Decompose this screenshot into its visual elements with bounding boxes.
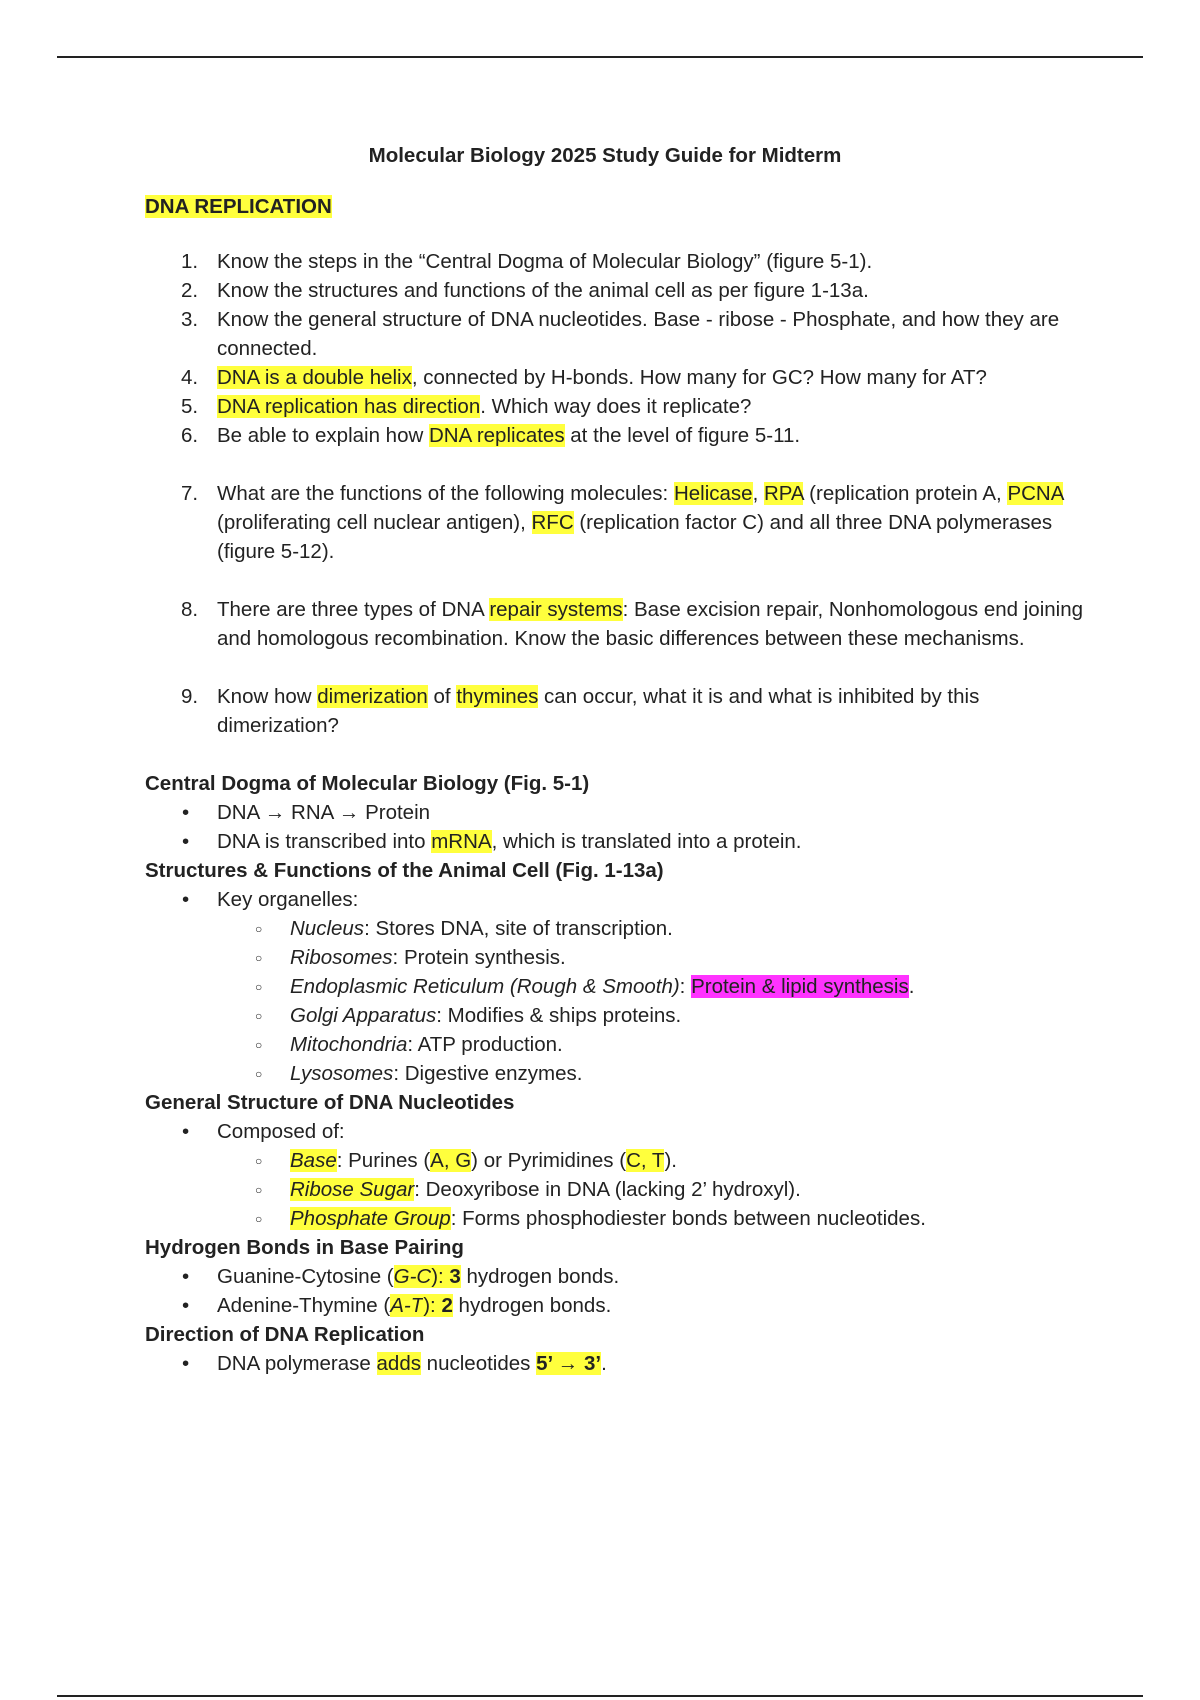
list-item — [145, 1117, 1105, 1146]
question-number: 4. — [181, 366, 199, 389]
text-run: : ATP production. — [407, 1033, 563, 1056]
question-item — [145, 479, 1105, 566]
top-rule — [57, 56, 1143, 58]
highlighted-text: ): — [431, 1265, 450, 1288]
text-run: can occur, what it is and what is inhibited by this dimerization? — [217, 685, 980, 737]
question-number: 6. — [181, 424, 199, 447]
text-run: Endoplasmic Reticulum (Rough & Smooth) — [290, 975, 680, 998]
highlighted-text: mRNA — [431, 830, 492, 853]
section-heading-label: DNA REPLICATION — [145, 195, 332, 218]
text-run: Mitochondria — [290, 1033, 408, 1056]
text-run: , connected by H-bonds. How many for GC? How many for AT? — [411, 366, 987, 389]
list-item — [145, 914, 1105, 943]
text-run: What are the functions of the following molecules: — [217, 482, 674, 505]
heading-nucleotides: General Structure of DNA Nucleotides — [145, 1091, 515, 1114]
text-run: : Forms phosphodiester bonds between nucleotides. — [450, 1207, 926, 1230]
highlighted-text: adds — [376, 1352, 421, 1375]
text-run: , which is translated into a protein. — [491, 830, 802, 853]
question-item — [145, 421, 1105, 450]
highlighted-text: DNA replication has direction — [217, 395, 481, 418]
text-run: : Digestive enzymes. — [393, 1062, 583, 1085]
highlighted-text: ): — [423, 1294, 442, 1317]
nucleotide-parts-list — [145, 1146, 1105, 1233]
text-run: Know how — [217, 685, 318, 708]
text-run: Nucleus — [290, 917, 365, 940]
list-item — [145, 972, 1105, 1001]
heading-central-dogma: Central Dogma of Molecular Biology (Fig. 5-1) — [145, 772, 590, 795]
text-run: Guanine-Cytosine ( — [217, 1265, 394, 1288]
text-run: . Which way does it replicate? — [480, 395, 752, 418]
list-item — [145, 827, 1105, 856]
text-run: : — [679, 975, 692, 998]
direction-list — [145, 1349, 1105, 1378]
highlighted-text: DNA is a double helix — [217, 366, 412, 389]
text-run: (replication protein A, — [803, 482, 1008, 505]
text-run: Golgi Apparatus — [290, 1004, 437, 1027]
highlighted-text: C, T — [626, 1149, 665, 1172]
list-item — [145, 1349, 1105, 1378]
text-run: : Stores DNA, site of transcription. — [364, 917, 673, 940]
highlighted-text: DNA replicates — [428, 424, 565, 447]
question-number: 2. — [181, 279, 199, 302]
text-run: Ribosomes — [290, 946, 393, 969]
organelle-list — [145, 914, 1105, 1088]
text-run: There are three types of DNA — [217, 598, 490, 621]
text-run: : Purines ( — [336, 1149, 431, 1172]
list-item — [145, 1175, 1105, 1204]
question-number: 7. — [181, 482, 199, 505]
text-run: of — [427, 685, 457, 708]
highlighted-text: Helicase — [673, 482, 753, 505]
nucleotides-list — [145, 1117, 1105, 1146]
section-heading — [145, 192, 1105, 221]
text-run: Know the structures and functions of the animal cell as per figure 1-13a. — [217, 279, 869, 302]
highlighted-text: A, G — [430, 1149, 472, 1172]
question-list — [145, 247, 1105, 740]
text-run: Be able to explain how — [217, 424, 429, 447]
list-item — [145, 1146, 1105, 1175]
list-item — [145, 1262, 1105, 1291]
question-item — [145, 682, 1105, 740]
highlighted-text: Phosphate Group — [290, 1207, 451, 1230]
highlighted-text: thymines — [456, 685, 539, 708]
text-run: hydrogen bonds. — [460, 1265, 620, 1288]
page-title: Molecular Biology 2025 Study Guide for Midterm — [368, 144, 842, 167]
highlighted-text: RPA — [763, 482, 804, 505]
text-run: at the level of figure 5-11. — [564, 424, 801, 447]
text-run: Lysosomes — [290, 1062, 394, 1085]
text-run: DNA → RNA → Protein — [217, 801, 431, 824]
highlighted-text: Ribose Sugar — [290, 1178, 415, 1201]
heading-animal-cell: Structures & Functions of the Animal Cell (Fig. 1-13a) — [145, 859, 664, 882]
highlighted-text: 5’ → 3’ — [536, 1352, 602, 1375]
question-item — [145, 595, 1105, 653]
text-run: DNA is transcribed into — [217, 830, 432, 853]
key-organelles-label: Key organelles: — [217, 888, 359, 911]
list-item — [145, 1001, 1105, 1030]
highlighted-text: dimerization — [317, 685, 428, 708]
heading-hydrogen-bonds: Hydrogen Bonds in Base Pairing — [145, 1236, 464, 1259]
text-run: : Deoxyribose in DNA (lacking 2’ hydroxyl). — [414, 1178, 801, 1201]
composed-of-label: Composed of: — [217, 1120, 345, 1143]
question-item — [145, 305, 1105, 363]
document-page — [145, 138, 1105, 1378]
question-number: 8. — [181, 598, 199, 621]
question-item — [145, 247, 1105, 276]
text-run: : Base excision repair, Nonhomologous end joining and homologous recombination. Know the basic differences between these mechanisms. — [217, 598, 1084, 650]
heading-direction: Direction of DNA Replication — [145, 1323, 425, 1346]
highlighted-text: RFC — [531, 511, 574, 534]
highlighted-text: Base — [290, 1149, 337, 1172]
text-run: (proliferating cell nuclear antigen), — [217, 511, 532, 534]
text-run: . — [908, 975, 915, 998]
list-item — [145, 798, 1105, 827]
text-run: : Protein synthesis. — [392, 946, 566, 969]
text-run: . — [601, 1352, 607, 1375]
question-number: 3. — [181, 308, 199, 331]
highlighted-text: 2 — [441, 1294, 453, 1317]
magenta-highlighted-text: Protein & lipid synthesis — [691, 975, 909, 998]
text-run: Know the general structure of DNA nucleotides. Base - ribose - Phosphate, and how they are connected. — [217, 308, 1060, 360]
list-item — [145, 1030, 1105, 1059]
question-item — [145, 392, 1105, 421]
list-item — [145, 1204, 1105, 1233]
question-number: 9. — [181, 685, 199, 708]
bottom-rule — [57, 1695, 1143, 1697]
hydrogen-bonds-list — [145, 1262, 1105, 1320]
text-run: (replication factor C) and all three DNA polymerases (figure 5-12). — [217, 511, 1053, 563]
question-item — [145, 363, 1105, 392]
animal-cell-list — [145, 885, 1105, 914]
text-run: , — [752, 482, 764, 505]
text-run: Know the steps in the “Central Dogma of Molecular Biology” (figure 5-1). — [217, 250, 873, 273]
highlighted-text: G-C — [393, 1265, 432, 1288]
question-number: 5. — [181, 395, 199, 418]
central-dogma-list — [145, 798, 1105, 856]
text-run: nucleotides — [420, 1352, 537, 1375]
text-run: hydrogen bonds. — [452, 1294, 612, 1317]
text-run: DNA polymerase — [217, 1352, 377, 1375]
highlighted-text: 3 — [449, 1265, 461, 1288]
list-item — [145, 1291, 1105, 1320]
list-item — [145, 943, 1105, 972]
text-run: ) or Pyrimidines ( — [471, 1149, 627, 1172]
list-item — [145, 1059, 1105, 1088]
highlighted-text: A-T — [390, 1294, 424, 1317]
question-number: 1. — [181, 250, 199, 273]
text-run: Adenine-Thymine ( — [217, 1294, 391, 1317]
text-run: ). — [664, 1149, 677, 1172]
question-item — [145, 276, 1105, 305]
highlighted-text: repair systems — [489, 598, 623, 621]
highlighted-text: PCNA — [1007, 482, 1064, 505]
text-run: : Modifies & ships proteins. — [436, 1004, 682, 1027]
list-item — [145, 885, 1105, 914]
